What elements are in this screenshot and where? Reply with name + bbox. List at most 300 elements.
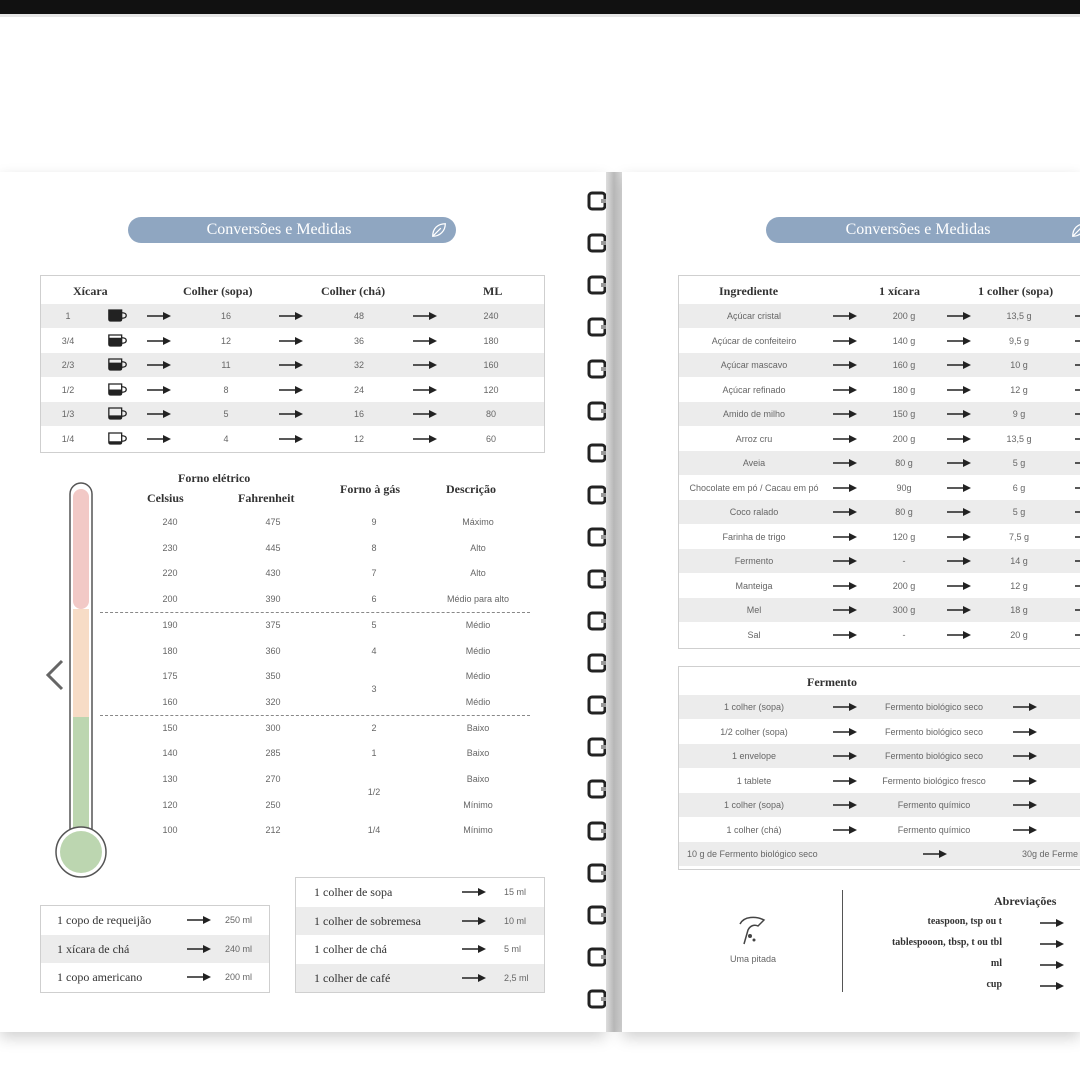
arrow-icon: [187, 916, 211, 924]
right-banner-title: Conversões e Medidas: [845, 221, 991, 238]
arrow-icon: [833, 557, 857, 565]
oven-celsius-value: 130: [162, 774, 178, 784]
cup-fraction: 3/4: [61, 335, 75, 346]
arrow-icon: [947, 582, 971, 590]
arrow-icon: [947, 631, 971, 639]
measure-label: 1 colher de sobremesa: [314, 913, 421, 928]
arrow-icon: [187, 973, 211, 981]
left-banner-title: Conversões e Medidas: [206, 221, 352, 238]
yeast-title: Fermento: [807, 675, 857, 689]
top-bar-divider: [0, 14, 1080, 17]
yeast-row: [679, 744, 1080, 768]
arrow-icon: [833, 606, 857, 614]
yeast-type: Fermento biológico seco: [884, 702, 984, 712]
arrow-icon: [1075, 508, 1080, 516]
arrow-icon: [147, 410, 171, 418]
oven-gas-value: 9: [371, 517, 377, 527]
oven-gas-value: 1/4: [367, 825, 381, 836]
cup-cha-value: 12: [353, 433, 364, 444]
ingredient-cup-value: -: [902, 556, 906, 566]
arrow-icon: [1075, 533, 1080, 541]
arrow-icon: [833, 459, 857, 467]
arrow-icon: [833, 484, 857, 492]
ingredient-row: [679, 304, 1080, 328]
arrow-icon: [833, 337, 857, 345]
cup-row: [41, 353, 544, 377]
cup-ml-value: 180: [483, 335, 499, 346]
previous-page-chevron-icon[interactable]: [44, 658, 66, 692]
measure-row: [296, 878, 544, 906]
measure-value: 15 ml: [504, 887, 527, 897]
yeast-type: Fermento biológico seco: [884, 726, 984, 737]
arrow-icon: [279, 435, 303, 443]
arrow-icon: [413, 386, 437, 394]
arrow-icon: [947, 435, 971, 443]
arrow-icon: [833, 386, 857, 394]
oven-divider-low: [100, 715, 530, 716]
ingredient-name: Mel: [746, 605, 762, 615]
measure-value: 240 ml: [225, 943, 253, 954]
oven-fahrenheit-value: 320: [265, 696, 281, 707]
ingredient-cup-value: 300 g: [892, 605, 916, 615]
oven-fahrenheit-value: 390: [265, 594, 281, 605]
yeast-row: [679, 695, 1080, 719]
arrow-icon: [833, 435, 857, 443]
ingredient-row: [679, 500, 1080, 524]
arrow-icon: [1075, 312, 1080, 320]
abbrev-divider: [842, 890, 843, 992]
ingredient-row: [679, 549, 1080, 573]
oven-description-value: Médio: [465, 671, 491, 682]
yeast-amount: 1 colher (sopa): [723, 702, 785, 712]
arrow-icon: [147, 386, 171, 394]
measure-value: 5 ml: [504, 944, 522, 954]
oven-celsius-header: Celsius: [147, 491, 184, 505]
arrow-icon: [1040, 982, 1064, 990]
arrow-icon: [1013, 777, 1037, 785]
ingredient-cup-value: 80 g: [895, 507, 913, 517]
arrow-icon: [279, 410, 303, 418]
yeast-table: [678, 666, 1080, 870]
yeast-amount: 1 colher (sopa): [723, 800, 785, 810]
measure-value: 10 ml: [504, 915, 527, 926]
coffee-cup-icon: [107, 406, 129, 421]
cup-sopa-value: 4: [223, 433, 229, 444]
yeast-amount: 1 envelope: [731, 751, 777, 761]
cup-ml-value: 240: [483, 311, 499, 321]
oven-description-value: Mínimo: [463, 825, 493, 836]
ingredient-spoon-value: 6 g: [1012, 482, 1026, 493]
oven-fahrenheit-value: 445: [265, 542, 281, 553]
oven-gas-merged-half: 1/2: [367, 787, 381, 797]
arrow-icon: [1040, 919, 1064, 927]
oven-celsius-value: 140: [162, 748, 178, 759]
yeast-row: [679, 842, 1080, 866]
arrow-icon: [1075, 337, 1080, 345]
arrow-icon: [833, 703, 857, 711]
arrow-icon: [1075, 459, 1080, 467]
yeast-amount: 1/2 colher (sopa): [720, 726, 788, 737]
oven-fahrenheit-value: 285: [265, 748, 281, 759]
arrow-icon: [915, 850, 955, 858]
oven-celsius-value: 180: [162, 645, 178, 656]
arrow-icon: [947, 312, 971, 320]
ingredient-cup-value: -: [902, 629, 906, 640]
ingredient-cup-value: 150 g: [892, 409, 916, 419]
measure-label: 1 colher de café: [314, 970, 391, 985]
arrow-icon: [413, 312, 437, 320]
measure-row: [296, 907, 544, 935]
oven-description-value: Médio: [465, 645, 491, 656]
oven-description-value: Alto: [470, 542, 486, 553]
ingredient-spoon-value: 5 g: [1012, 507, 1026, 517]
oven-celsius-value: 240: [162, 517, 178, 527]
arrow-icon: [947, 533, 971, 541]
binding-gutter: [606, 172, 622, 1032]
measure-label: 1 xícara de chá: [57, 941, 130, 956]
oven-description-value: Médio: [465, 696, 491, 707]
right-banner: [766, 217, 1080, 243]
arrow-icon: [462, 888, 486, 896]
oven-celsius-value: 120: [162, 799, 178, 810]
arrow-icon: [833, 533, 857, 541]
ingredient-header-name: Ingrediente: [719, 284, 779, 298]
ingredient-header-cup: 1 xícara: [879, 284, 920, 298]
ingredient-cup-value: 140 g: [892, 335, 916, 346]
arrow-icon: [279, 337, 303, 345]
cup-conversion-table: [40, 275, 545, 453]
ingredient-cup-value: 180 g: [892, 384, 916, 395]
cup-cha-value: 48: [353, 311, 364, 321]
abbrev-item: cup: [986, 979, 1002, 990]
yeast-type: Fermento químico: [897, 824, 971, 835]
oven-gas-value: 1: [371, 748, 377, 759]
cup-header-cha: Colher (chá): [321, 284, 386, 298]
arrow-icon: [833, 801, 857, 809]
arrow-icon: [947, 361, 971, 369]
ingredient-name: Aveia: [742, 458, 766, 468]
coffee-cup-icon: [107, 357, 129, 372]
arrow-icon: [833, 728, 857, 736]
cup-sopa-value: 16: [220, 311, 231, 321]
arrow-icon: [147, 361, 171, 369]
ingredient-name: Arroz cru: [735, 433, 773, 444]
ingredient-name: Amido de milho: [722, 409, 786, 419]
cup-fraction: 1/3: [61, 409, 75, 419]
oven-description-value: Mínimo: [463, 799, 493, 810]
arrow-icon: [833, 410, 857, 418]
abbrev-title: Abreviações: [994, 894, 1057, 908]
arrow-icon: [413, 435, 437, 443]
pinch-icon: [730, 910, 774, 950]
cup-row: [41, 329, 544, 353]
arrow-icon: [1075, 435, 1080, 443]
ingredient-name: Chocolate em pó / Cacau em pó: [689, 482, 819, 493]
ingredient-spoon-value: 20 g: [1010, 629, 1028, 640]
abbrev-item: ml: [990, 958, 1002, 969]
arrow-icon: [462, 917, 486, 925]
ingredient-cup-value: 160 g: [892, 360, 916, 370]
pinch-label: Uma pitada: [729, 954, 777, 964]
ingredient-spoon-value: 18 g: [1010, 605, 1028, 615]
arrow-icon: [279, 312, 303, 320]
cup-fraction: 1/4: [61, 433, 75, 444]
arrow-icon: [1075, 410, 1080, 418]
cup-ml-value: 60: [485, 433, 496, 444]
cup-ml-value: 120: [483, 384, 499, 395]
cup-row: [41, 427, 544, 451]
coffee-cup-icon: [107, 431, 129, 446]
cup-sopa-value: 8: [223, 384, 229, 395]
cup-header-sopa: Colher (sopa): [183, 284, 253, 298]
arrow-icon: [462, 974, 486, 982]
cup-header-xicara: Xícara: [73, 284, 108, 298]
arrow-icon: [1013, 703, 1037, 711]
oven-fahrenheit-value: 300: [265, 722, 281, 733]
cup-fraction: 2/3: [61, 360, 75, 370]
arrow-icon: [279, 386, 303, 394]
oven-gas-value: 4: [371, 645, 377, 656]
yeast-row: [679, 769, 1080, 793]
arrow-icon: [833, 631, 857, 639]
arrow-icon: [947, 386, 971, 394]
coffee-cup-icon: [107, 382, 129, 397]
ingredient-name: Açúcar de confeiteiro: [711, 335, 797, 346]
oven-description-value: Baixo: [466, 774, 490, 784]
yeast-type: Fermento biológico seco: [884, 751, 984, 761]
ingredient-header-spoon: 1 colher (sopa): [978, 284, 1054, 298]
ingredient-spoon-value: 13,5 g: [1006, 311, 1032, 321]
ingredient-spoon-value: 9,5 g: [1008, 335, 1030, 346]
arrow-icon: [833, 777, 857, 785]
oven-fahrenheit-value: 375: [265, 619, 281, 630]
measure-row: [296, 935, 544, 963]
yeast-amount: 10 g de Fermento biológico seco: [687, 849, 818, 859]
yeast-row: [679, 720, 1080, 744]
ingredient-spoon-value: 13,5 g: [1006, 433, 1032, 444]
arrow-icon: [1075, 631, 1080, 639]
oven-gas-value: 7: [371, 568, 377, 579]
cup-ml-value: 80: [485, 409, 496, 419]
arrow-icon: [947, 557, 971, 565]
yeast-type: 30g de Ferme: [1022, 849, 1079, 859]
yeast-type: Fermento biológico fresco: [882, 775, 986, 786]
arrow-icon: [413, 410, 437, 418]
ingredient-name: Açúcar cristal: [726, 311, 781, 321]
arrow-icon: [833, 582, 857, 590]
oven-description-value: Alto: [470, 568, 486, 579]
top-bar: [0, 0, 1080, 14]
yeast-row: [679, 793, 1080, 817]
oven-title: Forno elétrico: [178, 471, 251, 485]
measure-row: [41, 906, 269, 934]
abbrev-item: tablespooon, tbsp, t ou tbl: [891, 937, 1002, 948]
arrow-icon: [1075, 582, 1080, 590]
oven-fahrenheit-value: 475: [265, 517, 281, 527]
ingredient-name: Manteiga: [735, 580, 773, 591]
oven-fahrenheit-value: 250: [265, 799, 281, 810]
cup-sopa-value: 11: [221, 360, 231, 370]
ingredient-cup-value: 120 g: [892, 531, 916, 542]
oven-gas-merged-3: 3: [371, 684, 377, 694]
oven-celsius-value: 175: [162, 671, 178, 682]
arrow-icon: [947, 459, 971, 467]
ingredient-row: [679, 402, 1080, 426]
oven-fahrenheit-value: 430: [265, 568, 281, 579]
ingredient-row: [679, 378, 1080, 402]
ingredient-name: Fermento: [734, 556, 774, 566]
measure-row: [41, 963, 269, 991]
measure-value: 200 ml: [225, 972, 253, 982]
arrow-icon: [147, 337, 171, 345]
arrow-icon: [947, 410, 971, 418]
ingredient-row: [679, 574, 1080, 598]
oven-gas-header: Forno à gás: [340, 482, 400, 496]
cup-cha-value: 36: [353, 335, 364, 346]
arrow-icon: [1075, 361, 1080, 369]
cup-cha-value: 32: [353, 360, 364, 370]
yeast-amount: 1 tablete: [736, 775, 772, 786]
oven-gas-value: 6: [371, 594, 377, 605]
ingredient-cup-value: 80 g: [895, 458, 913, 468]
measure-label: 1 colher de sopa: [314, 885, 393, 899]
arrow-icon: [947, 606, 971, 614]
ingredient-spoon-value: 7,5 g: [1008, 531, 1030, 542]
leaf-icon: [1070, 221, 1080, 239]
arrow-icon: [462, 945, 486, 953]
arrow-icon: [413, 361, 437, 369]
cup-sopa-value: 12: [220, 335, 231, 346]
cup-row: [41, 378, 544, 402]
ingredient-row: [679, 525, 1080, 549]
coffee-cup-icon: [107, 308, 129, 323]
measure-label: 1 copo americano: [57, 970, 143, 984]
arrow-icon: [947, 484, 971, 492]
arrow-icon: [147, 435, 171, 443]
oven-gas-value: 8: [371, 542, 377, 553]
cup-row: [41, 304, 544, 328]
ingredient-row: [679, 476, 1080, 500]
measure-row: [41, 935, 269, 963]
ingredient-row: [679, 598, 1080, 622]
arrow-icon: [147, 312, 171, 320]
oven-celsius-value: 230: [162, 542, 178, 553]
oven-description-value: Médio para alto: [446, 594, 510, 605]
cup-cha-value: 24: [353, 384, 364, 395]
ingredients-table: [678, 275, 1080, 649]
ingredient-name: Açúcar refinado: [722, 384, 786, 395]
left-page: [0, 172, 606, 1032]
arrow-icon: [1075, 484, 1080, 492]
cup-ml-value: 160: [483, 360, 499, 370]
ingredient-spoon-value: 14 g: [1010, 556, 1028, 566]
ingredient-spoon-value: 12 g: [1010, 384, 1028, 395]
ingredient-spoon-value: 12 g: [1010, 580, 1028, 591]
cup-sopa-value: 5: [223, 409, 229, 419]
ingredient-row: [679, 353, 1080, 377]
cup-fraction: 1: [65, 311, 71, 321]
oven-celsius-value: 160: [162, 696, 178, 707]
arrow-icon: [1075, 606, 1080, 614]
left-banner: [128, 217, 456, 243]
arrow-icon: [1040, 961, 1064, 969]
arrow-icon: [1075, 557, 1080, 565]
arrow-icon: [413, 337, 437, 345]
arrow-icon: [833, 312, 857, 320]
measure-row: [296, 964, 544, 992]
arrow-icon: [1013, 826, 1037, 834]
ingredient-name: Farinha de trigo: [722, 531, 786, 542]
arrow-icon: [833, 752, 857, 760]
measure-value: 250 ml: [225, 915, 253, 925]
oven-description-value: Baixo: [466, 748, 490, 759]
oven-fahrenheit-value: 212: [265, 825, 281, 836]
arrow-icon: [833, 361, 857, 369]
abbrev-item: teaspoon, tsp ou t: [927, 916, 1002, 927]
ingredient-row: [679, 623, 1080, 647]
measure-label: 1 colher de chá: [314, 942, 387, 956]
arrow-icon: [1013, 728, 1037, 736]
oven-fahrenheit-value: 270: [265, 774, 281, 784]
arrow-icon: [1075, 386, 1080, 394]
measures-left-box: [40, 905, 270, 993]
oven-fahrenheit-header: Fahrenheit: [238, 491, 295, 505]
measure-label: 1 copo de requeijão: [57, 913, 152, 927]
leaf-icon: [430, 221, 448, 239]
arrow-icon: [1013, 801, 1037, 809]
ingredient-spoon-value: 9 g: [1012, 409, 1026, 419]
oven-description-value: Médio: [465, 619, 491, 630]
cup-fraction: 1/2: [61, 384, 75, 395]
ingredient-row: [679, 427, 1080, 451]
ingredient-name: Sal: [747, 629, 761, 640]
yeast-row: [679, 818, 1080, 842]
arrow-icon: [833, 508, 857, 516]
arrow-icon: [1013, 752, 1037, 760]
yeast-amount: 1 colher (chá): [726, 824, 782, 835]
ingredient-row: [679, 329, 1080, 353]
oven-celsius-value: 100: [162, 825, 178, 836]
arrow-icon: [833, 826, 857, 834]
ingredient-cup-value: 200 g: [892, 311, 916, 321]
oven-description-value: Baixo: [466, 722, 490, 733]
oven-gas-value: 5: [371, 619, 377, 630]
oven-celsius-value: 190: [162, 619, 178, 630]
ingredient-name: Coco ralado: [729, 507, 779, 517]
measures-right-box: [295, 877, 545, 993]
yeast-type: Fermento químico: [897, 800, 971, 810]
oven-description-value: Máximo: [462, 517, 494, 527]
ingredient-name: Açúcar mascavo: [720, 360, 788, 370]
arrow-icon: [187, 945, 211, 953]
arrow-icon: [1040, 940, 1064, 948]
cup-row: [41, 402, 544, 426]
measure-value: 2,5 ml: [504, 972, 529, 983]
ingredient-spoon-value: 5 g: [1012, 458, 1026, 468]
ingredient-cup-value: 90g: [896, 482, 912, 493]
oven-celsius-value: 200: [162, 594, 178, 605]
ingredient-cup-value: 200 g: [892, 433, 916, 444]
arrow-icon: [947, 337, 971, 345]
coffee-cup-icon: [107, 333, 129, 348]
oven-gas-value: 2: [371, 722, 377, 733]
cup-cha-value: 16: [353, 409, 364, 419]
oven-divider-high: [100, 612, 530, 613]
oven-fahrenheit-value: 350: [265, 671, 281, 682]
oven-celsius-value: 150: [162, 722, 178, 733]
ingredient-cup-value: 200 g: [892, 580, 916, 591]
arrow-icon: [279, 361, 303, 369]
